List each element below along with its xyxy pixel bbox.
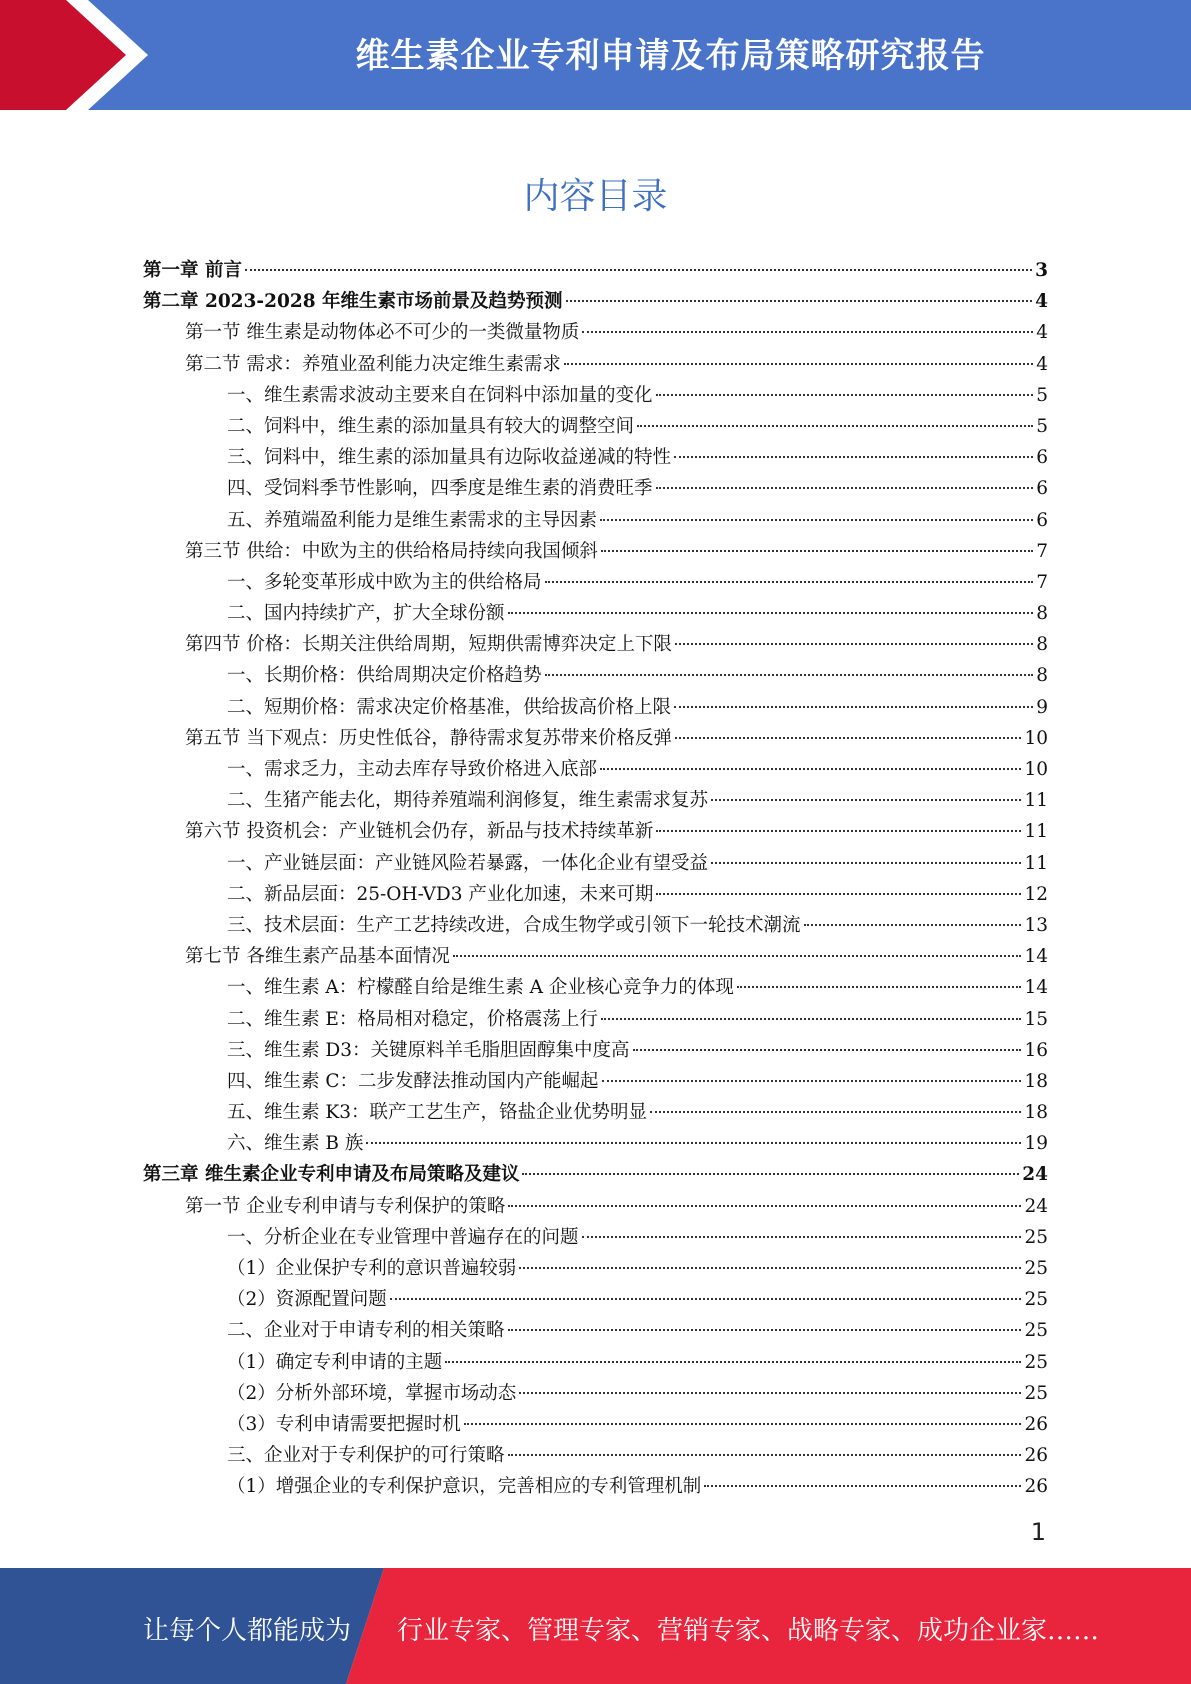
toc-entry[interactable]: [143, 1347, 1048, 1378]
toc-entry-page: 5: [1036, 415, 1048, 437]
toc-entry-title: 第一章 前言: [143, 260, 242, 281]
toc-entry-title: 第二节 需求：养殖业盈利能力决定维生素需求: [185, 353, 561, 375]
toc-entry-title: 二、企业对于申请专利的相关策略: [227, 1320, 505, 1342]
toc-entry-title: （1）企业保护专利的意识普遍较弱: [227, 1258, 517, 1279]
toc-leader-dots: [737, 985, 1022, 988]
toc-leader-dots: [656, 829, 1021, 832]
toc-entry-title: 一、分析企业在专业管理中普遍存在的问题: [227, 1226, 579, 1248]
toc-entry[interactable]: [143, 317, 1048, 348]
toc-entry[interactable]: [143, 1159, 1048, 1190]
toc-leader-dots: [601, 549, 1033, 552]
toc-entry-title: 第二章 2023-2028 年维生素市场前景及趋势预测: [143, 291, 563, 313]
toc-entry[interactable]: [143, 598, 1048, 629]
toc-entry[interactable]: [143, 941, 1048, 972]
toc-entry[interactable]: [143, 1471, 1048, 1502]
toc-entry[interactable]: [143, 1253, 1048, 1284]
toc-entry-page: 25: [1024, 1320, 1048, 1342]
toc-entry-title: 第七节 各维生素产品基本面情况: [185, 946, 450, 968]
toc-leader-dots: [582, 1235, 1022, 1238]
toc-entry-page: 18: [1024, 1102, 1048, 1124]
toc-entry[interactable]: [143, 785, 1048, 816]
toc-leader-dots: [674, 705, 1033, 708]
toc-entry-title: 第四节 价格：长期关注供给周期，短期供需博弈决定上下限: [185, 634, 672, 656]
toc-leader-dots: [656, 892, 1021, 895]
toc-entry-page: 4: [1036, 353, 1048, 375]
toc-entry-page: 11: [1024, 852, 1048, 874]
toc-entry[interactable]: [143, 1004, 1048, 1035]
toc-entry-page: 18: [1024, 1070, 1048, 1092]
toc-entry-title: 五、维生素 K3：联产工艺生产，铬盐企业优势明显: [227, 1102, 647, 1124]
toc-entry[interactable]: [143, 380, 1048, 411]
toc-entry-title: 一、需求乏力，主动去库存导致价格进入底部: [227, 759, 598, 780]
toc-leader-dots: [519, 1391, 1021, 1394]
toc-leader-dots: [445, 1360, 1021, 1363]
toc-leader-dots: [704, 1484, 1021, 1487]
footer-slogan-right: 行业专家、管理专家、营销专家、战略专家、成功企业家……: [397, 1616, 1100, 1646]
toc-entry-title: 三、技术层面：生产工艺持续改进，合成生物学或引领下一轮技术潮流: [227, 914, 801, 936]
toc-entry[interactable]: [143, 972, 1048, 1003]
toc-entry-page: 14: [1024, 946, 1048, 968]
toc-entry-title: 六、维生素 B 族: [227, 1133, 364, 1155]
toc-entry-page: 3: [1035, 260, 1048, 281]
toc-leader-dots: [519, 1266, 1021, 1269]
toc-entry[interactable]: [143, 442, 1048, 473]
toc-entry-page: 11: [1024, 821, 1048, 843]
toc-entry-page: 25: [1024, 1382, 1048, 1404]
toc-heading: 内容目录: [523, 176, 668, 217]
toc-entry-title: 二、饲料中，维生素的添加量具有较大的调整空间: [227, 415, 635, 437]
toc-leader-dots: [675, 642, 1033, 645]
toc-entry-page: 25: [1024, 1226, 1048, 1248]
toc-leader-dots: [600, 767, 1021, 770]
toc-entry-page: 10: [1024, 727, 1048, 749]
toc-entry[interactable]: [143, 1409, 1048, 1440]
toc-entry[interactable]: [143, 1097, 1048, 1128]
toc-leader-dots: [650, 1110, 1021, 1113]
toc-entry[interactable]: [143, 1035, 1048, 1066]
toc-entry-title: 二、新品层面：25-OH-VD3 产业化加速，未来可期: [227, 883, 654, 905]
toc-entry-page: 11: [1024, 790, 1048, 812]
toc-entry-title: 二、维生素 E：格局相对稳定，价格震荡上行: [227, 1008, 598, 1030]
page-footer: [0, 1568, 1191, 1684]
toc-entry[interactable]: [143, 1315, 1048, 1346]
toc-entry-page: 26: [1024, 1413, 1048, 1435]
toc-entry-page: 6: [1036, 447, 1048, 469]
toc-entry[interactable]: [143, 848, 1048, 879]
toc-entry-title: 一、长期价格：供给周期决定价格趋势: [227, 665, 542, 687]
toc-entry[interactable]: [143, 660, 1048, 691]
toc-entry-title: 第五节 当下观点：历史性低谷，静待需求复苏带来价格反弹: [185, 727, 672, 749]
toc-entry[interactable]: [143, 286, 1048, 317]
toc-leader-dots: [545, 580, 1034, 583]
toc-entry[interactable]: [143, 723, 1048, 754]
toc-entry[interactable]: [143, 692, 1048, 723]
toc-entry-page: 14: [1024, 977, 1048, 999]
toc-leader-dots: [508, 1453, 1022, 1456]
toc-entry-page: 13: [1024, 914, 1048, 936]
toc-leader-dots: [804, 923, 1022, 926]
toc-entry[interactable]: [143, 349, 1048, 380]
toc-leader-dots: [366, 1141, 1021, 1144]
toc-entry-page: 10: [1024, 759, 1048, 780]
toc-entry[interactable]: [143, 816, 1048, 847]
toc-entry-title: 第一节 企业专利申请与专利保护的策略: [185, 1195, 506, 1217]
toc-entry-title: 三、饲料中，维生素的添加量具有边际收益递减的特性: [227, 447, 672, 469]
toc-entry[interactable]: [143, 1066, 1048, 1097]
toc-leader-dots: [453, 954, 1022, 957]
toc-entry-page: 25: [1024, 1289, 1048, 1311]
toc-entry-title: 一、维生素 A：柠檬醛自给是维生素 A 企业核心竞争力的体现: [227, 977, 734, 999]
toc-entry-title: 三、企业对于专利保护的可行策略: [227, 1445, 505, 1467]
toc-leader-dots: [508, 1328, 1022, 1331]
toc-entry-page: 25: [1024, 1351, 1048, 1373]
toc-entry-title: 二、短期价格：需求决定价格基准，供给拔高价格上限: [227, 696, 672, 718]
toc-entry-title: （3）专利申请需要把握时机: [227, 1413, 461, 1435]
toc-entry[interactable]: [143, 505, 1048, 536]
toc-entry-title: 三、维生素 D3：关键原料羊毛脂胆固醇集中度高: [227, 1039, 630, 1061]
toc-entry-title: 一、产业链层面：产业链风险若暴露，一体化企业有望受益: [227, 852, 709, 874]
page-number: 1: [1030, 1518, 1046, 1546]
toc-entry-title: 五、养殖端盈利能力是维生素需求的主导因素: [227, 509, 598, 531]
toc-entry-page: 9: [1036, 696, 1048, 718]
toc-entry[interactable]: [143, 1440, 1048, 1471]
toc-entry-page: 26: [1024, 1476, 1048, 1498]
toc-leader-dots: [508, 611, 1034, 614]
toc-entry[interactable]: [143, 1222, 1048, 1253]
toc-leader-dots: [675, 736, 1022, 739]
toc-entry[interactable]: [143, 1284, 1048, 1315]
toc-entry-page: 6: [1036, 478, 1048, 500]
toc-entry-page: 7: [1036, 540, 1048, 562]
toc-leader-dots: [508, 1204, 1021, 1207]
toc-entry-page: 8: [1036, 665, 1048, 687]
toc-entry-page: 15: [1024, 1008, 1048, 1030]
toc-entry-page: 4: [1035, 291, 1048, 313]
toc-leader-dots: [656, 393, 1034, 396]
toc-leader-dots: [390, 1297, 1022, 1300]
toc-leader-dots: [564, 362, 1033, 365]
toc-entry[interactable]: [143, 1378, 1048, 1409]
toc-entry-page: 8: [1036, 634, 1048, 656]
toc-entry-title: 四、受饲料季节性影响，四季度是维生素的消费旺季: [227, 478, 653, 500]
toc-entry-page: 12: [1024, 883, 1048, 905]
toc-entry-page: 24: [1024, 1195, 1048, 1217]
toc-entry[interactable]: [143, 473, 1048, 504]
toc-entry-title: 二、国内持续扩产，扩大全球份额: [227, 603, 505, 625]
toc-entry-page: 26: [1024, 1445, 1048, 1467]
toc-entry-title: 第六节 投资机会：产业链机会仍存，新品与技术持续革新: [185, 821, 654, 843]
toc-entry-title: （1）确定专利申请的主题: [227, 1351, 443, 1373]
toc-entry-title: （2）资源配置问题: [227, 1289, 387, 1311]
toc-entry[interactable]: [143, 1128, 1048, 1159]
toc-entry-page: 4: [1036, 322, 1048, 344]
toc-leader-dots: [656, 486, 1034, 489]
toc-leader-dots: [674, 455, 1033, 458]
toc-leader-dots: [545, 673, 1034, 676]
table-of-contents: [143, 255, 1048, 1503]
toc-entry-title: 四、维生素 C：二步发酵法推动国内产能崛起: [227, 1070, 599, 1092]
toc-entry-page: 25: [1024, 1258, 1048, 1279]
toc-entry-page: 16: [1024, 1039, 1048, 1061]
toc-entry-page: 5: [1036, 384, 1048, 406]
toc-entry-page: 7: [1036, 571, 1048, 593]
toc-entry-page: 24: [1022, 1164, 1048, 1186]
toc-entry-title: （2）分析外部环境，掌握市场动态: [227, 1382, 517, 1404]
toc-leader-dots: [522, 1172, 1019, 1175]
toc-entry[interactable]: [143, 879, 1048, 910]
toc-entry[interactable]: [143, 1191, 1048, 1222]
toc-entry[interactable]: [143, 754, 1048, 785]
toc-entry-title: 第三章 维生素企业专利申请及布局策略及建议: [143, 1164, 520, 1186]
toc-leader-dots: [566, 299, 1033, 302]
toc-leader-dots: [633, 1048, 1022, 1051]
toc-leader-dots: [602, 1079, 1022, 1082]
report-title: 维生素企业专利申请及布局策略研究报告: [355, 36, 986, 76]
toc-leader-dots: [601, 1017, 1022, 1020]
toc-entry-title: （1）增强企业的专利保护意识，完善相应的专利管理机制: [227, 1476, 702, 1498]
toc-leader-dots: [464, 1422, 1022, 1425]
footer-slogan-left: 让每个人都能成为: [143, 1616, 352, 1646]
toc-leader-dots: [711, 798, 1021, 801]
toc-entry[interactable]: [143, 255, 1048, 286]
toc-entry-page: 6: [1036, 509, 1048, 531]
toc-entry-title: 第一节 维生素是动物体必不可少的一类微量物质: [185, 322, 580, 344]
toc-leader-dots: [582, 330, 1033, 333]
toc-entry[interactable]: [143, 536, 1048, 567]
toc-entry-page: 19: [1024, 1133, 1048, 1155]
toc-entry[interactable]: [143, 411, 1048, 442]
toc-entry-title: 二、生猪产能去化，期待养殖端利润修复，维生素需求复苏: [227, 790, 709, 812]
toc-entry-title: 第三节 供给：中欧为主的供给格局持续向我国倾斜: [185, 540, 598, 562]
toc-entry-title: 一、维生素需求波动主要来自在饲料中添加量的变化: [227, 384, 653, 406]
toc-leader-dots: [711, 861, 1021, 864]
toc-entry[interactable]: [143, 910, 1048, 941]
toc-leader-dots: [637, 424, 1033, 427]
toc-entry-title: 一、多轮变革形成中欧为主的供给格局: [227, 571, 542, 593]
toc-entry[interactable]: [143, 629, 1048, 660]
toc-entry[interactable]: [143, 567, 1048, 598]
page-header: [0, 0, 1191, 110]
toc-entry-page: 8: [1036, 603, 1048, 625]
toc-leader-dots: [600, 518, 1033, 521]
toc-leader-dots: [245, 268, 1032, 271]
header-arrow-icon: [0, 0, 160, 110]
